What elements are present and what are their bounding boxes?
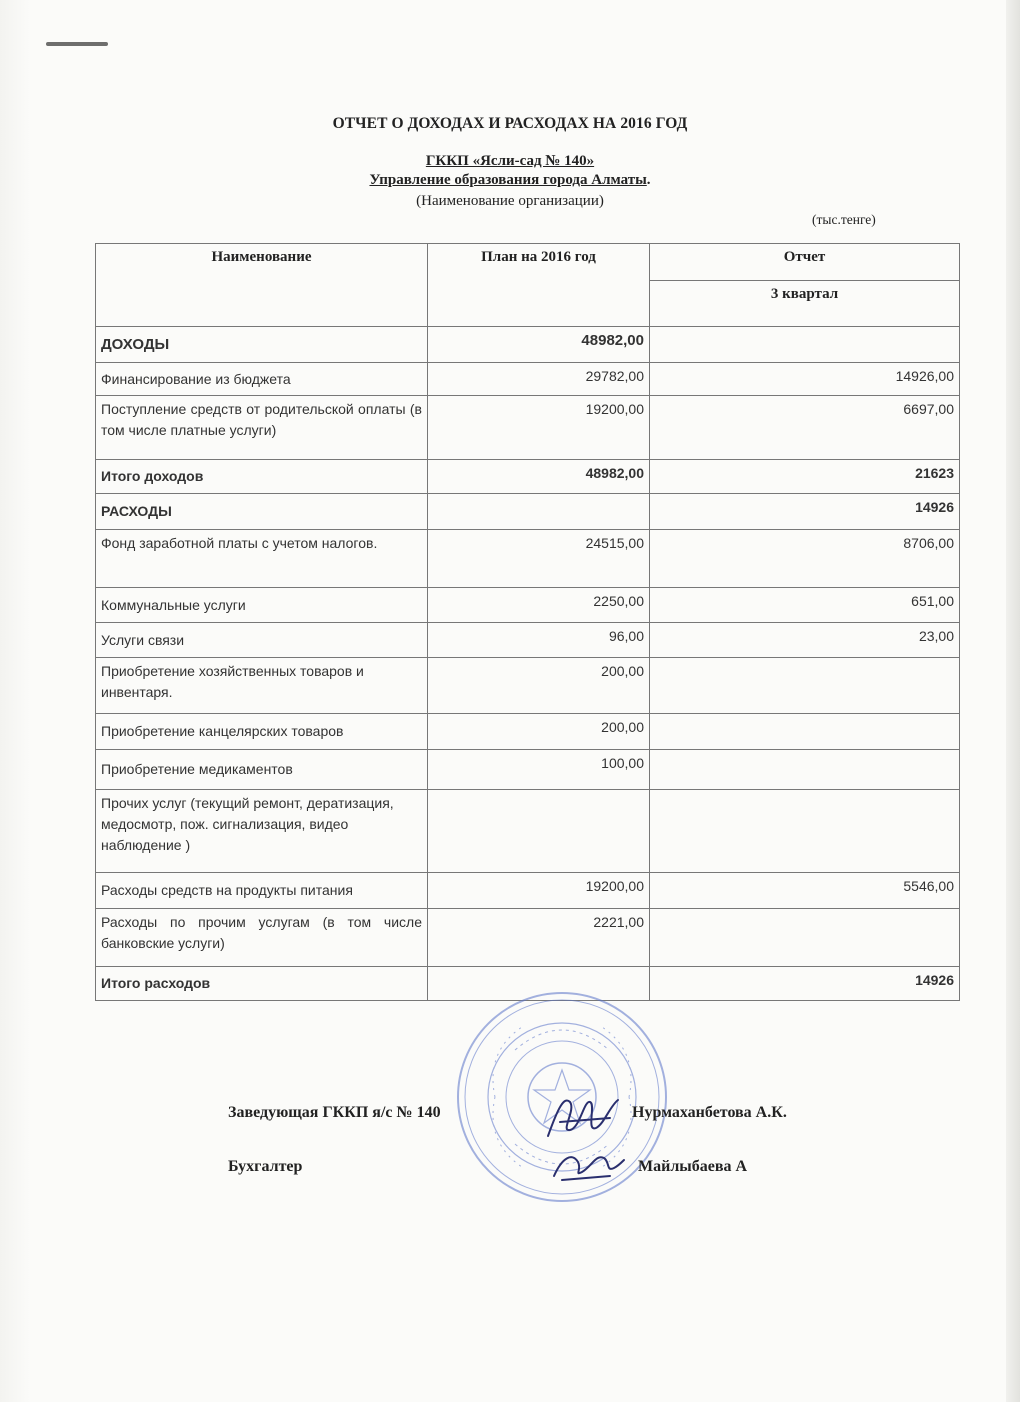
table-row — [96, 623, 960, 658]
row-plan — [428, 494, 650, 530]
row-name: Прочих услуг (текущий ремонт, дератизация, медосмотр, пож. сигнализация, видео наблюдение ) — [96, 790, 428, 873]
row-plan: 200,00 — [428, 658, 650, 714]
scan-edge-right — [1006, 0, 1020, 1402]
table-row — [96, 588, 960, 623]
header-name: Наименование — [96, 244, 428, 327]
report-title: ОТЧЕТ О ДОХОДАХ И РАСХОДАХ НА 2016 ГОД — [332, 115, 688, 132]
header-quarter: 3 квартал — [650, 281, 960, 327]
row-name: Фонд заработной платы с учетом налогов. — [96, 530, 428, 588]
row-name: Финансирование из бюджета — [96, 363, 428, 396]
row-plan: 48982,00 — [428, 327, 650, 363]
row-fact: 14926 — [650, 967, 960, 1001]
income-expense-table — [95, 243, 960, 1001]
table-row — [96, 494, 960, 530]
row-plan: 48982,00 — [428, 460, 650, 494]
table-row — [96, 460, 960, 494]
row-plan — [428, 790, 650, 873]
row-fact: 6697,00 — [650, 396, 960, 460]
table-row — [96, 750, 960, 790]
row-fact: 21623 — [650, 460, 960, 494]
row-plan: 29782,00 — [428, 363, 650, 396]
row-name: ДОХОДЫ — [96, 327, 428, 363]
department-text: Управление образования города Алматы — [369, 172, 647, 188]
director-title: Заведующая ГККП я/с № 140 — [228, 1104, 441, 1121]
table-row — [96, 363, 960, 396]
row-name: Расходы средств на продукты питания — [96, 873, 428, 909]
table-row — [96, 714, 960, 750]
scan-mark — [46, 42, 108, 46]
row-name: Итого доходов — [96, 460, 428, 494]
row-name: Расходы по прочим услугам (в том числе банковские услуги) — [96, 909, 428, 967]
table-row — [96, 530, 960, 588]
row-name: РАСХОДЫ — [96, 494, 428, 530]
director-signature-icon — [540, 1088, 630, 1148]
organization-caption: (Наименование организации) — [416, 193, 604, 209]
table-row — [96, 873, 960, 909]
row-fact — [650, 909, 960, 967]
row-plan: 2250,00 — [428, 588, 650, 623]
row-fact — [650, 658, 960, 714]
row-plan: 200,00 — [428, 714, 650, 750]
row-name: Коммунальные услуги — [96, 588, 428, 623]
table-row — [96, 327, 960, 363]
row-name: Приобретение хозяйственных товаров и инвентаря. — [96, 658, 428, 714]
row-fact: 14926,00 — [650, 363, 960, 396]
header-plan: План на 2016 год — [428, 244, 650, 327]
row-fact — [650, 714, 960, 750]
row-fact: 23,00 — [650, 623, 960, 658]
accountant-signature-icon — [548, 1140, 628, 1190]
row-plan: 19200,00 — [428, 873, 650, 909]
row-fact — [650, 790, 960, 873]
scan-edge-left — [0, 0, 30, 1402]
row-plan: 100,00 — [428, 750, 650, 790]
row-name: Поступление средств от родительской оплаты (в том числе платные услуги) — [96, 396, 428, 460]
row-plan: 2221,00 — [428, 909, 650, 967]
row-name: Итого расходов — [96, 967, 428, 1001]
table-row — [96, 658, 960, 714]
table-row — [96, 790, 960, 873]
organization-name: ГККП «Ясли-сад № 140» — [425, 153, 595, 169]
currency-unit: (тыс.тенге) — [812, 212, 876, 227]
row-plan: 19200,00 — [428, 396, 650, 460]
row-fact: 14926 — [650, 494, 960, 530]
row-fact: 8706,00 — [650, 530, 960, 588]
row-name: Приобретение канцелярских товаров — [96, 714, 428, 750]
department-suffix: . — [646, 172, 651, 188]
table-row — [96, 909, 960, 967]
accountant-title: Бухгалтер — [228, 1158, 303, 1175]
row-plan: 24515,00 — [428, 530, 650, 588]
row-name: Приобретение медикаментов — [96, 750, 428, 790]
header-report: Отчет — [650, 244, 960, 281]
row-fact: 5546,00 — [650, 873, 960, 909]
header-row — [96, 244, 960, 281]
organization-department — [0, 172, 1020, 189]
table-row — [96, 396, 960, 460]
row-plan: 96,00 — [428, 623, 650, 658]
accountant-name: Майлыбаева А — [638, 1158, 748, 1175]
row-fact — [650, 750, 960, 790]
director-name: Нурмаханбетова А.К. — [632, 1104, 787, 1121]
row-fact — [650, 327, 960, 363]
row-name: Услуги связи — [96, 623, 428, 658]
row-fact: 651,00 — [650, 588, 960, 623]
